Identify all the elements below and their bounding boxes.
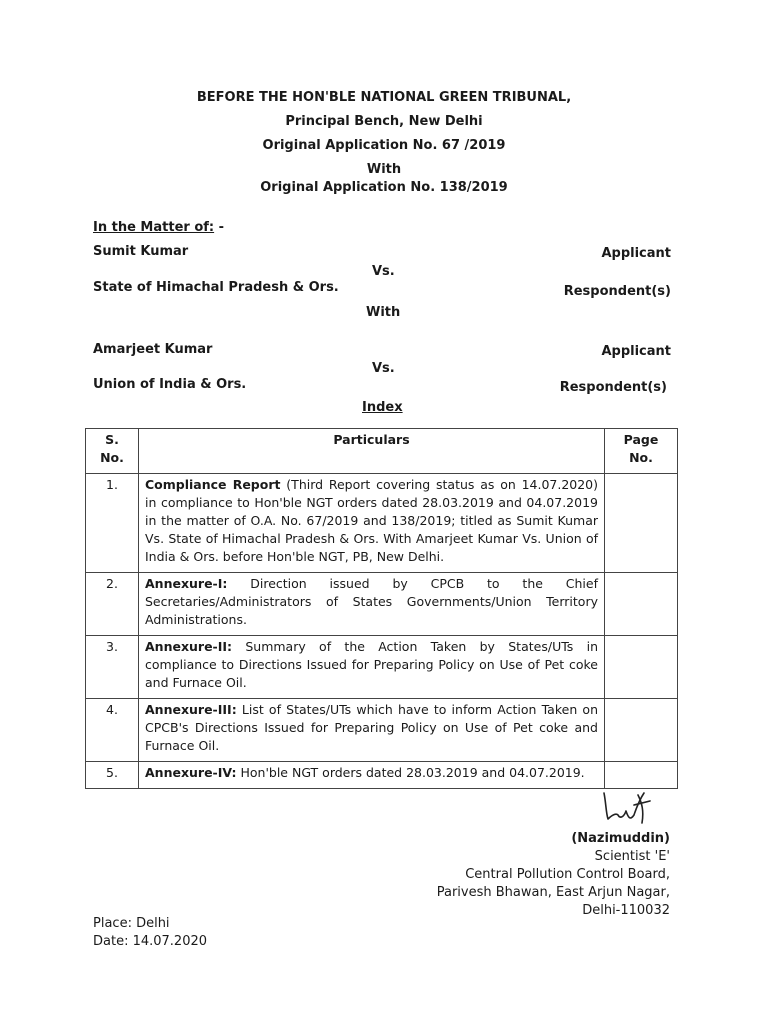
- matter-heading: [93, 220, 224, 235]
- bench-line: Principal Bench, New Delhi: [285, 114, 483, 129]
- signatory-designation: Scientist 'E': [594, 849, 670, 864]
- signatory-address1: Parivesh Bhawan, East Arjun Nagar,: [436, 885, 670, 900]
- row-title: Annexure-III:: [145, 702, 237, 717]
- with-connector: With: [366, 162, 402, 177]
- row-title: Compliance Report: [145, 477, 281, 492]
- tribunal-title: BEFORE THE HON'BLE NATIONAL GREEN TRIBUNAL,: [196, 90, 572, 105]
- signature-mark: [598, 785, 658, 827]
- case2-respondent-role: Respondent(s): [559, 380, 667, 395]
- case1-vs: Vs.: [372, 264, 395, 279]
- case1-applicant-role: Applicant: [601, 246, 671, 261]
- row-description: Hon'ble NGT orders dated 28.03.2019 and 04.07.2019.: [236, 765, 585, 780]
- with-separator: With: [366, 305, 401, 320]
- row-particulars: [139, 474, 605, 573]
- row-page: [605, 699, 678, 762]
- row-sno: 3.: [86, 636, 139, 699]
- row-particulars: [139, 762, 605, 789]
- case2-respondent-name: Union of India & Ors.: [93, 377, 247, 392]
- table-row: [86, 474, 678, 573]
- row-description: Summary of the Action Taken by States/UTs in compliance to Directions Issued for Preparing Policy on Use of Pet coke and Furnace Oil.: [145, 639, 598, 690]
- header-sno: S. No.: [86, 429, 139, 474]
- signatory-block: [437, 830, 670, 920]
- header-particulars: Particulars: [139, 429, 605, 474]
- index-table: [85, 428, 678, 789]
- row-sno: 4.: [86, 699, 139, 762]
- row-sno: 2.: [86, 573, 139, 636]
- row-particulars: [139, 573, 605, 636]
- signatory-address2: Delhi-110032: [582, 903, 670, 918]
- signatory-org: Central Pollution Control Board,: [465, 867, 670, 882]
- case2-vs: Vs.: [372, 361, 395, 376]
- table-row: [86, 762, 678, 789]
- table-row: [86, 699, 678, 762]
- row-title: Annexure-IV:: [145, 765, 237, 780]
- index-title: Index: [362, 400, 403, 415]
- case2-applicant-name: Amarjeet Kumar: [93, 342, 213, 357]
- row-particulars: [139, 636, 605, 699]
- signatory-name: (Nazimuddin): [571, 831, 670, 846]
- row-title: Annexure-I:: [145, 576, 228, 591]
- row-description: (Third Report covering status as on 14.07.2020) in compliance to Hon'ble NGT orders dated 28.03.2019 and 04.07.2019 in the matter of O.A. No. 67/2019 and 138/2019; titled as Sumit Kumar Vs. State of Himachal Pradesh & Ors. With Amarjeet Kumar Vs. Union of India & Ors. before Hon'ble NGT, PB, New Delhi.: [145, 477, 599, 564]
- table-header-row: [86, 429, 678, 474]
- row-description: Direction issued by CPCB to the Chief Secretaries/Administrators of States Governments/Union Territory Administrations.: [145, 576, 598, 627]
- row-description: List of States/UTs which have to inform Action Taken on CPCB's Directions Issued for Preparing Policy on Use of Pet coke and Furnace Oil.: [145, 702, 598, 753]
- matter-heading-suffix: -: [214, 220, 225, 235]
- case1-respondent-role: Respondent(s): [563, 284, 671, 299]
- case2-applicant-role: Applicant: [601, 344, 671, 359]
- case1-respondent-name: State of Himachal Pradesh & Ors.: [93, 280, 339, 295]
- case1-applicant-name: Sumit Kumar: [93, 244, 189, 259]
- row-sno: 1.: [86, 474, 139, 573]
- date: Date: 14.07.2020: [93, 934, 208, 949]
- application-138: Original Application No. 138/2019: [260, 180, 508, 195]
- row-sno: 5.: [86, 762, 139, 789]
- row-page: [605, 474, 678, 573]
- row-page: [605, 573, 678, 636]
- table-row: [86, 573, 678, 636]
- row-page: [605, 636, 678, 699]
- matter-heading-text: In the Matter of:: [93, 220, 215, 235]
- place: Place: Delhi: [93, 916, 170, 931]
- row-particulars: [139, 699, 605, 762]
- header-page: Page No.: [605, 429, 678, 474]
- row-title: Annexure-II:: [145, 639, 233, 654]
- application-67: Original Application No. 67 /2019: [262, 138, 506, 153]
- table-row: [86, 636, 678, 699]
